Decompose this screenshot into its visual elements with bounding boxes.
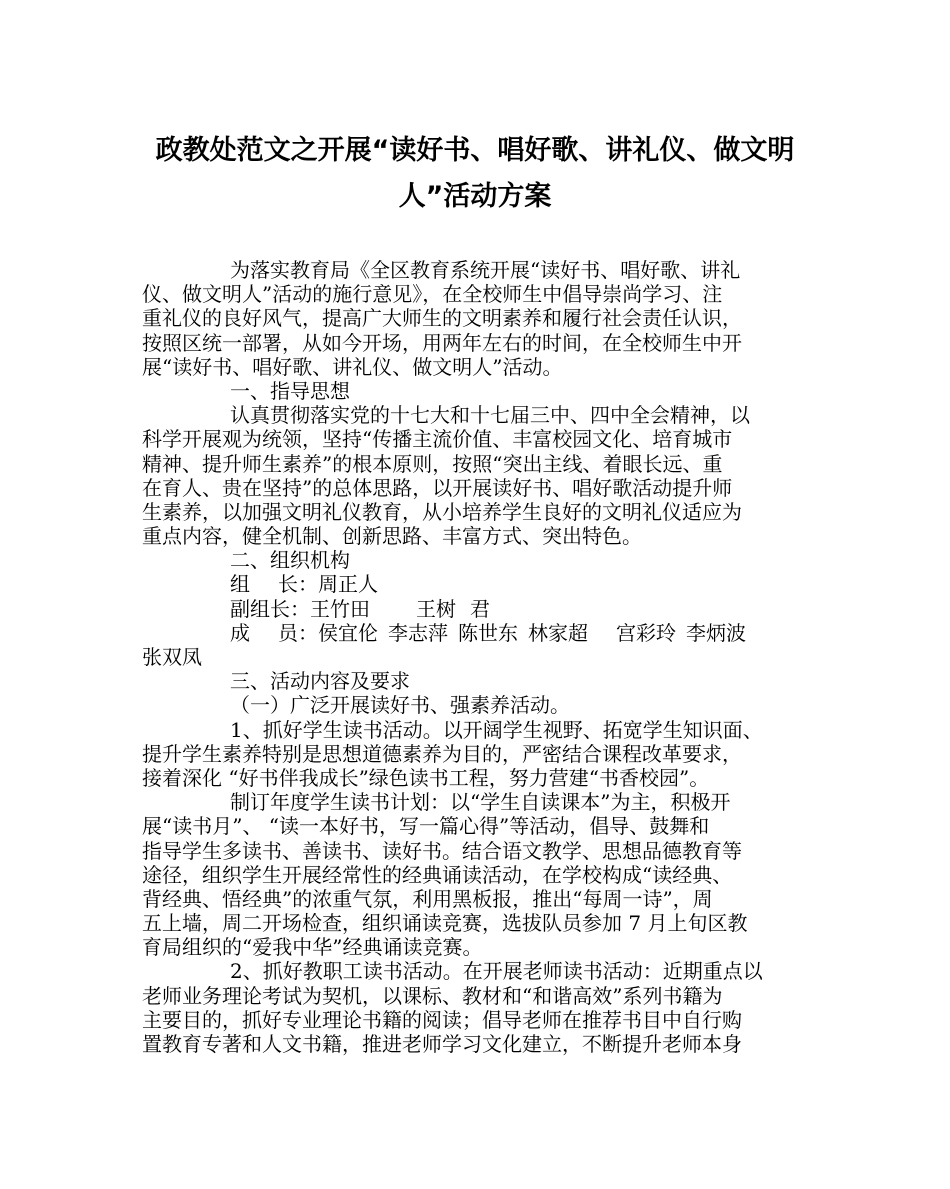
paragraph-line: 背经典、悟经典”的浓重气氛，利用黑板报，推出“每周一诗”，周 [142, 886, 713, 911]
org-leader-line [142, 572, 812, 596]
paragraph-line: 精神、提升师生素养”的根本原则，按照“突出主线、着眼长远、重 [142, 451, 723, 476]
paragraph-line: 五上墙，周二开场检查，组织诵读竞赛，选拔队员参加 7 月上旬区教 [142, 911, 748, 936]
paragraph-line: 按照区统一部署，从如今开场，用两年左右的时间，在全校师生中开 [142, 330, 742, 355]
paragraph-line: 接着深化 “好书伴我成长”绿色读书工程，努力营建“书香校园”。 [142, 765, 710, 790]
paragraph-line: 2、抓好教职工读书活动。在开展老师读书活动：近期重点以 [230, 959, 763, 984]
org-deputy-2b: 君 [470, 596, 490, 621]
paragraph-line: 展“读书月”、 “读一本好书，写一篇心得”等活动，倡导、鼓舞和 [142, 814, 710, 839]
paragraph-line: 重礼仪的良好风气，提高广大师生的文明素养和履行社会责任认识， [142, 306, 742, 331]
paragraph-line: 途径，组织学生开展经常性的经典诵读活动，在学校构成“读经典、 [142, 862, 733, 887]
paragraph-line: 育局组织的“爱我中华”经典诵读竞赛。 [142, 935, 483, 960]
paragraph-line: 1、抓好学生读书活动。以开阔学生视野、拓宽学生知识面、 [230, 717, 763, 742]
paragraph-line: 制订年度学生读书计划：以“学生自读课本”为主，积极开 [230, 790, 731, 815]
title-line-2: 人”活动方案 [398, 181, 552, 212]
org-member-3: 陈世东 [458, 620, 518, 645]
section-heading: 一、指导思想 [230, 378, 350, 403]
org-leader-label-a: 组 [230, 572, 250, 597]
org-deputy-label: 副组长：王竹田 [230, 596, 370, 621]
org-member-4: 林家超 [528, 620, 588, 645]
org-deputy-2a: 王树 [416, 596, 456, 621]
paragraph-line: 认真贯彻落实党的十七大和十七届三中、四中全会精神，以 [230, 403, 750, 428]
paragraph-line: 老师业务理论考试为契机，以课标、教材和“和谐高效”系列书籍为 [142, 983, 723, 1008]
org-leader-label-b: 长：周正人 [278, 572, 378, 597]
org-member-line [142, 621, 812, 645]
org-member-line-2: 张双凤 [142, 645, 202, 669]
org-deputy-line [142, 597, 812, 621]
paragraph-line: 展“读好书、唱好歌、讲礼仪、做文明人”活动。 [142, 354, 563, 379]
paragraph-line: 指导学生多读书、善读书、读好书。结合语文教学、思想品德教育等 [142, 838, 742, 863]
paragraph-line: 置教育专著和人文书籍，推进老师学习文化建立，不断提升老师本身 [142, 1032, 742, 1056]
org-member-label-a: 成 [230, 620, 250, 645]
paragraph-line: 重点内容，健全机制、创新思路、丰富方式、突出特色。 [142, 524, 642, 549]
org-member-5: 宫彩玲 [616, 620, 676, 645]
paragraph-line: 提升学生素养特别是思想道德素养为目的，严密结合课程改革要求， [142, 741, 742, 766]
org-member-6: 李炳波 [686, 620, 746, 645]
section-heading: 二、组织机构 [230, 548, 350, 573]
paragraph-line: 为落实教育局《全区教育系统开展“读好书、唱好歌、讲礼 [230, 258, 741, 282]
title-line-1: 政教处范文之开展“读好书、唱好歌、讲礼仪、做文明 [155, 135, 795, 166]
paragraph-line: 科学开展观为统领，坚持“传播主流价值、丰富校园文化、培育城市 [142, 427, 733, 452]
subsection-heading: （一）广泛开展读好书、强素养活动。 [230, 693, 570, 718]
section-heading: 三、活动内容及要求 [230, 669, 410, 694]
paragraph-line: 生素养，以加强文明礼仪教育，从小培养学生良好的文明礼仪适应为 [142, 499, 742, 524]
org-member-label-b: 员：侯宜伦 [278, 620, 378, 645]
paragraph-line: 主要目的，抓好专业理论书籍的阅读；倡导老师在推荐书目中自行购 [142, 1007, 742, 1032]
document-title [140, 128, 810, 220]
paragraph-line: 仪、做文明人”活动的施行意见》，在全校师生中倡导崇尚学习、注 [142, 282, 723, 307]
document-body [142, 258, 812, 1056]
paragraph-line: 在育人、贵在坚持”的总体思路，以开展读好书、唱好歌活动提升师 [142, 475, 733, 500]
org-member-2: 李志萍 [388, 620, 448, 645]
